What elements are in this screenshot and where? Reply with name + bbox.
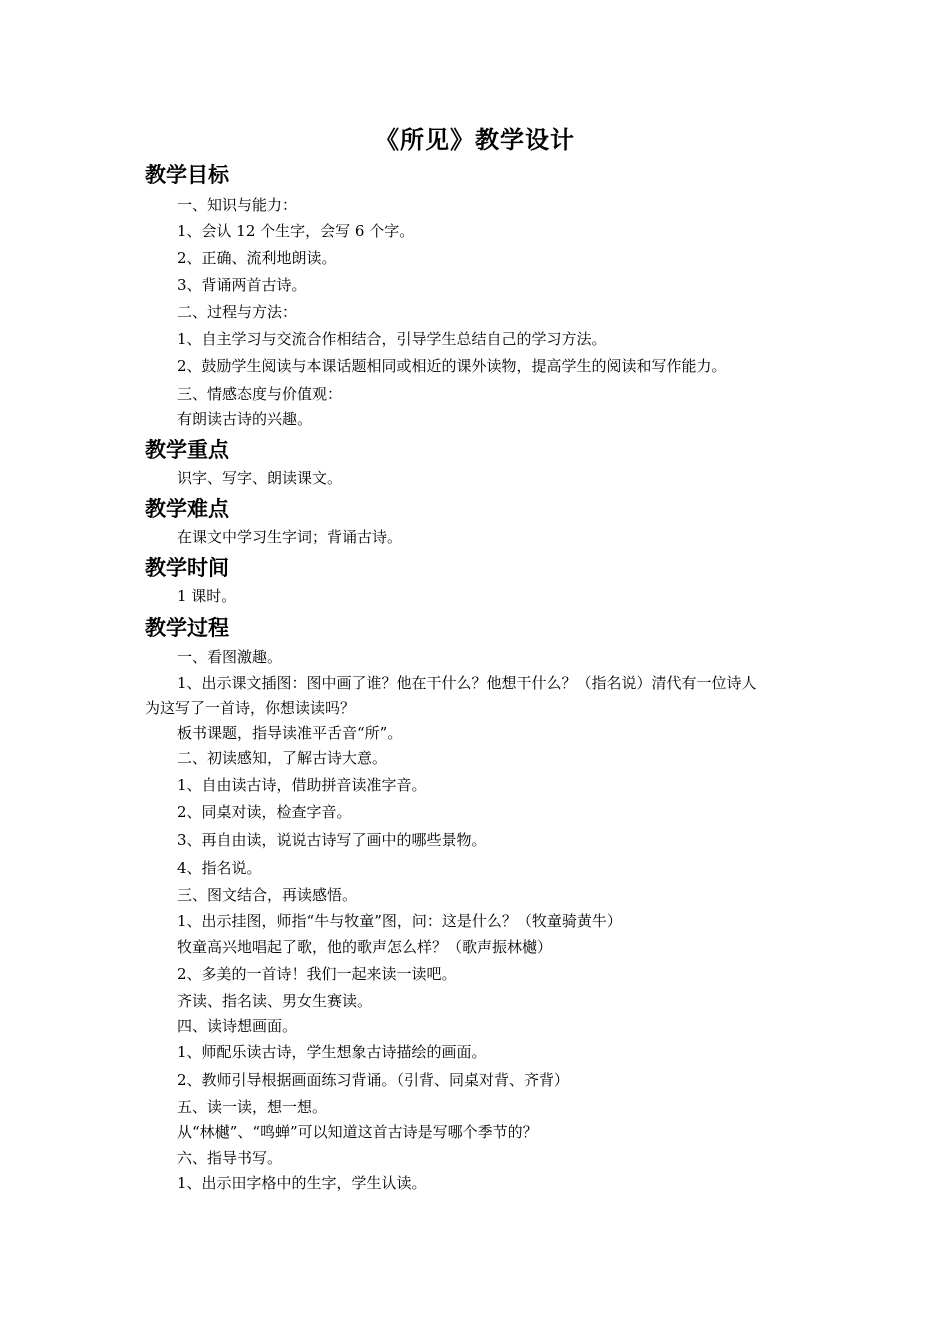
paragraph-line: 一、看图激趣。 <box>177 648 283 666</box>
paragraph-line: 3、背诵两首古诗。 <box>177 276 307 294</box>
paragraph-line: 在课文中学习生字词；背诵古诗。 <box>177 528 403 546</box>
paragraph-line: 1、出示课文插图：图中画了谁？他在干什么？他想干什么？（指名说）清代有一位诗人 <box>177 674 757 692</box>
paragraph-line: 二、过程与方法： <box>177 303 298 321</box>
paragraph-line: 二、初读感知，了解古诗大意。 <box>177 749 388 767</box>
heading-time: 教学时间 <box>145 556 229 580</box>
paragraph-line: 2、鼓励学生阅读与本课话题相同或相近的课外读物，提高学生的阅读和写作能力。 <box>177 357 727 375</box>
paragraph-line: 板书课题，指导读准平舌音“所”。 <box>177 724 403 742</box>
paragraph-line: 齐读、指名读、男女生赛读。 <box>177 992 373 1010</box>
paragraph-line: 1 课时。 <box>177 587 237 605</box>
paragraph-line: 4、指名说。 <box>177 859 262 877</box>
heading-process: 教学过程 <box>145 616 229 640</box>
paragraph-line: 从“林樾”、“鸣蝉”可以知道这首古诗是写哪个季节的？ <box>177 1123 538 1141</box>
paragraph-line: 1、师配乐读古诗，学生想象古诗描绘的画面。 <box>177 1043 487 1061</box>
paragraph-line: 四、读诗想画面。 <box>177 1017 298 1035</box>
paragraph-line: 1、自主学习与交流合作相结合，引导学生总结自己的学习方法。 <box>177 330 607 348</box>
paragraph-line: 识字、写字、朗读课文。 <box>177 469 343 487</box>
paragraph-line: 2、教师引导根据画面练习背诵。（引背、同桌对背、齐背） <box>177 1071 570 1089</box>
paragraph-line: 1、出示田字格中的生字，学生认读。 <box>177 1174 427 1192</box>
paragraph-line: 一、知识与能力： <box>177 196 298 214</box>
paragraph-line: 2、同桌对读，检查字音。 <box>177 803 352 821</box>
heading-goals: 教学目标 <box>145 163 229 187</box>
heading-difficulties: 教学难点 <box>145 497 229 521</box>
paragraph-line: 六、指导书写。 <box>177 1149 283 1167</box>
paragraph-line: 1、出示挂图，师指“牛与牧童”图，问：这是什么？（牧童骑黄牛） <box>177 912 622 930</box>
paragraph-line: 2、正确、流利地朗读。 <box>177 249 337 267</box>
paragraph-line: 为这写了一首诗，你想读读吗？ <box>145 699 356 717</box>
paragraph-line: 三、图文结合，再读感悟。 <box>177 886 358 904</box>
heading-key-points: 教学重点 <box>145 438 229 462</box>
paragraph-line: 五、读一读，想一想。 <box>177 1098 328 1116</box>
document-title: 《所见》教学设计 <box>375 126 575 154</box>
paragraph-line: 三、情感态度与价值观： <box>177 385 343 403</box>
paragraph-line: 有朗读古诗的兴趣。 <box>177 410 313 428</box>
paragraph-line: 1、自由读古诗，借助拼音读准字音。 <box>177 776 427 794</box>
paragraph-line: 3、再自由读，说说古诗写了画中的哪些景物。 <box>177 831 487 849</box>
paragraph-line: 牧童高兴地唱起了歌，他的歌声怎么样？（歌声振林樾） <box>177 938 553 956</box>
paragraph-line: 2、多美的一首诗！我们一起来读一读吧。 <box>177 965 457 983</box>
paragraph-line: 1、会认 12 个生字，会写 6 个字。 <box>177 222 415 240</box>
